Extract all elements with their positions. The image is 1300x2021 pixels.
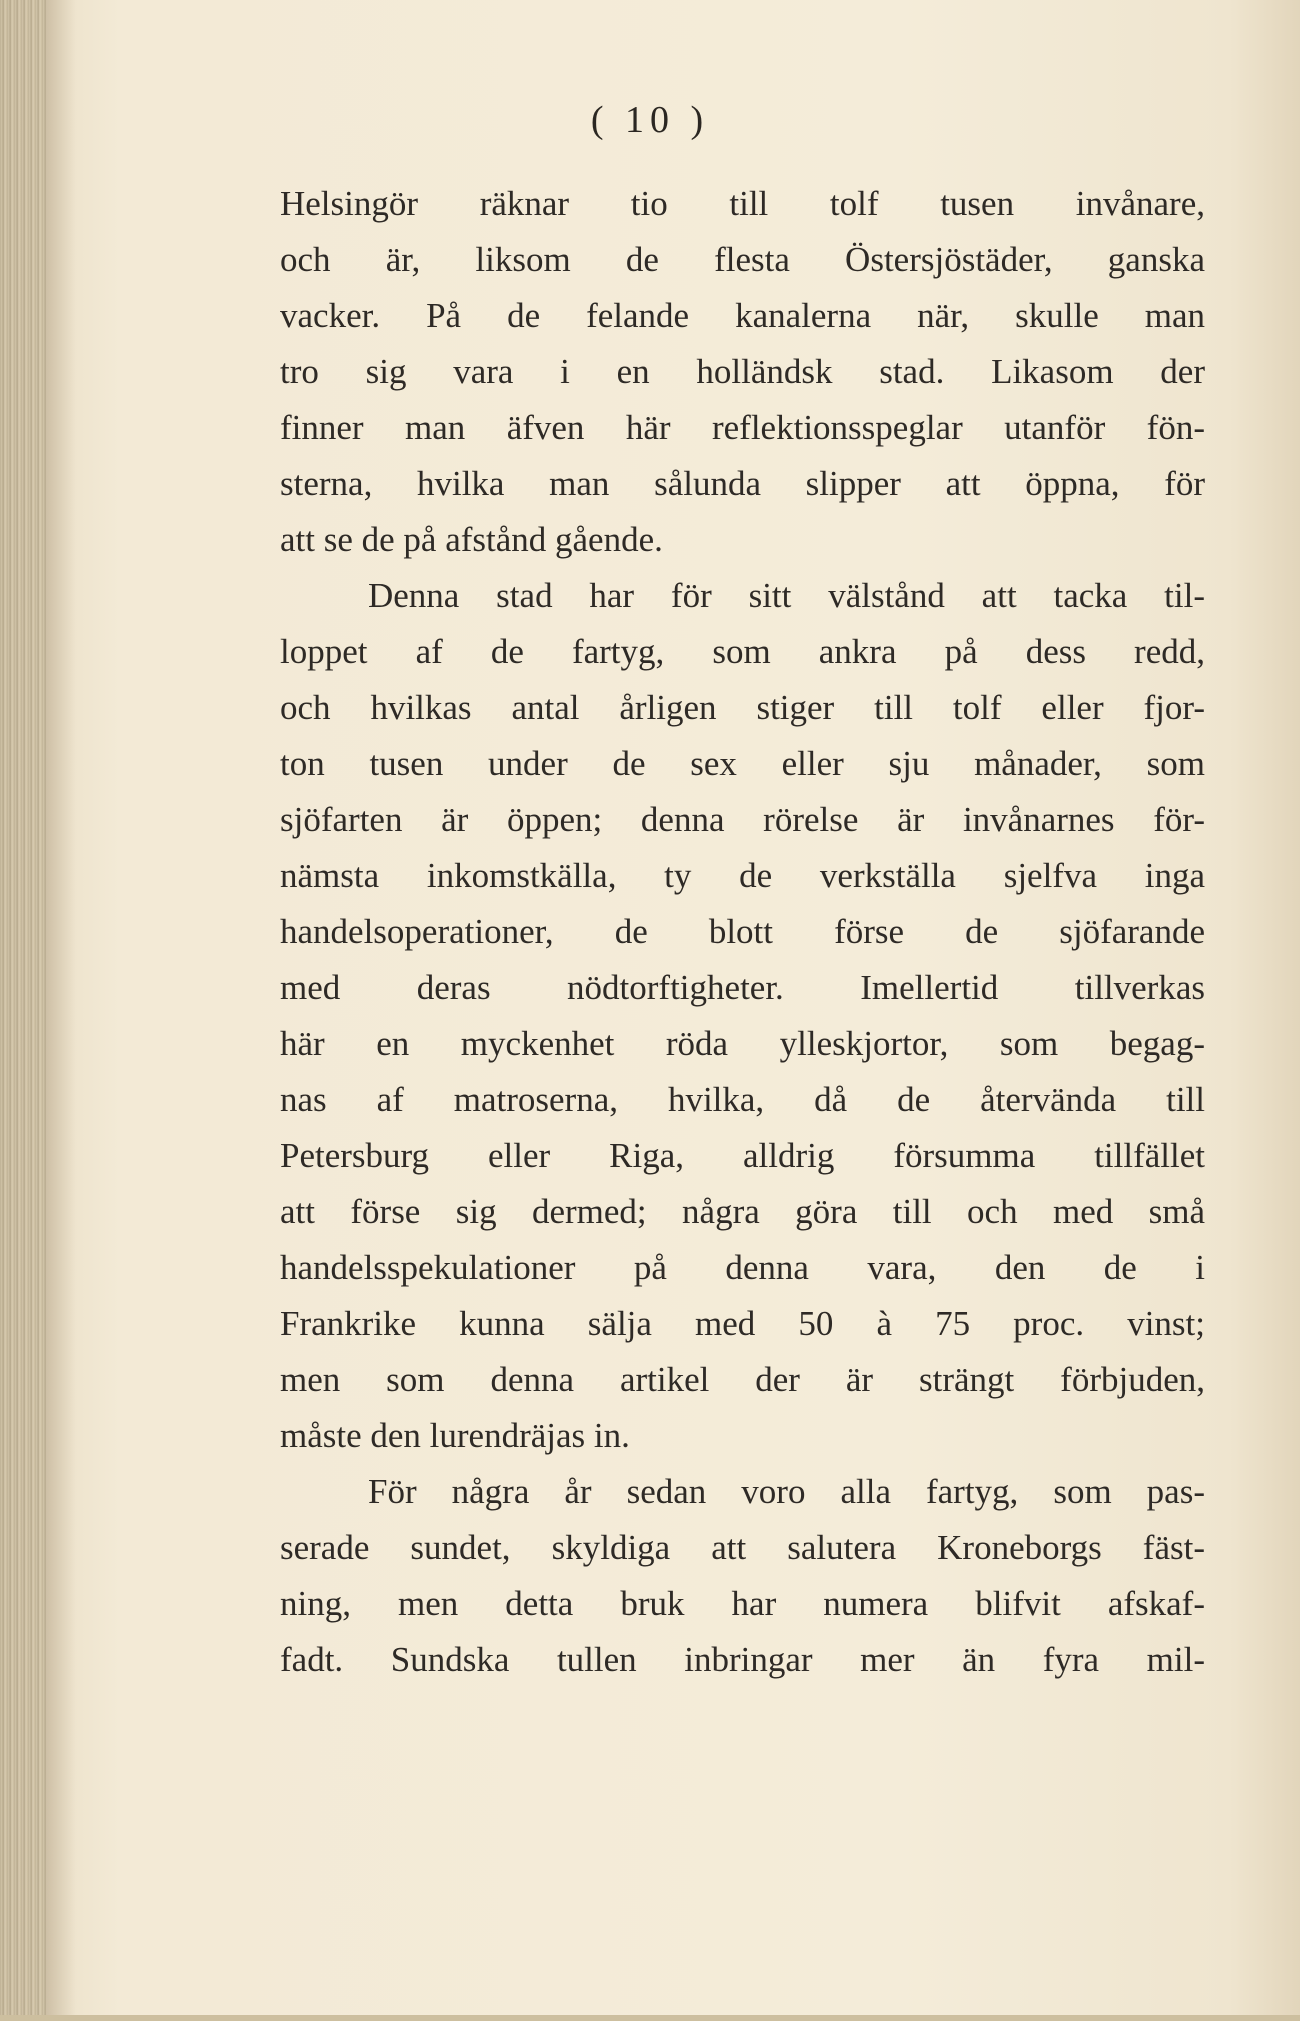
binding-shadow (46, 0, 76, 2021)
text-line: att se de på afstånd gående. (280, 520, 663, 559)
text-line: fadt. Sundska tullen inbringar mer än fyra mil- (280, 1640, 1205, 1679)
text-line: serade sundet, skyldiga att salutera Kroneborgs fäst- (280, 1528, 1205, 1567)
text-line: sjöfarten är öppen; denna rörelse är invånarnes för- (280, 800, 1205, 839)
text-line: Frankrike kunna sälja med 50 à 75 proc. vinst; (280, 1304, 1205, 1343)
text-line: med deras nödtorftigheter. Imellertid tillverkas (280, 968, 1205, 1007)
text-line: sterna, hvilka man sålunda slipper att öppna, för (280, 464, 1205, 503)
text-line: vacker. På de felande kanalerna när, skulle man (280, 296, 1205, 335)
text-line: handelsspekulationer på denna vara, den de i (280, 1248, 1205, 1287)
page-number: ( 10 ) (590, 99, 710, 141)
text-line: tro sig vara i en holländsk stad. Likasom der (280, 352, 1205, 391)
text-line: handelsoperationer, de blott förse de sjöfarande (280, 912, 1205, 951)
text-line: och hvilkas antal årligen stiger till tolf eller fjor- (280, 688, 1205, 727)
text-line: måste den lurendräjas in. (280, 1416, 630, 1455)
text-line: nas af matroserna, hvilka, då de återvända till (280, 1080, 1205, 1119)
text-line: men som denna artikel der är strängt förbjuden, (280, 1360, 1205, 1399)
text-line: ning, men detta bruk har numera blifvit afskaf- (280, 1584, 1205, 1623)
text-line: Petersburg eller Riga, alldrig försumma tillfället (280, 1136, 1205, 1175)
text-line: För några år sedan voro alla fartyg, som pas- (368, 1472, 1205, 1511)
text-line: loppet af de fartyg, som ankra på dess redd, (280, 632, 1205, 671)
text-line: att förse sig dermed; några göra till och med små (280, 1192, 1205, 1231)
page-binding (0, 0, 46, 2021)
text-line: finner man äfven här reflektionsspeglar utanför fön- (280, 408, 1205, 447)
text-line: Helsingör räknar tio till tolf tusen invånare, (280, 184, 1205, 223)
text-line: och är, liksom de flesta Östersjöstäder, ganska (280, 240, 1205, 279)
text-line: nämsta inkomstkälla, ty de verkställa sjelfva inga (280, 856, 1205, 895)
text-line: här en myckenhet röda ylleskjortor, som begag- (280, 1024, 1205, 1063)
text-line: ton tusen under de sex eller sju månader, som (280, 744, 1205, 783)
page-bottom-edge (0, 2015, 1300, 2021)
body-text (280, 176, 1205, 1688)
text-line: Denna stad har för sitt välstånd att tacka til- (368, 576, 1205, 615)
